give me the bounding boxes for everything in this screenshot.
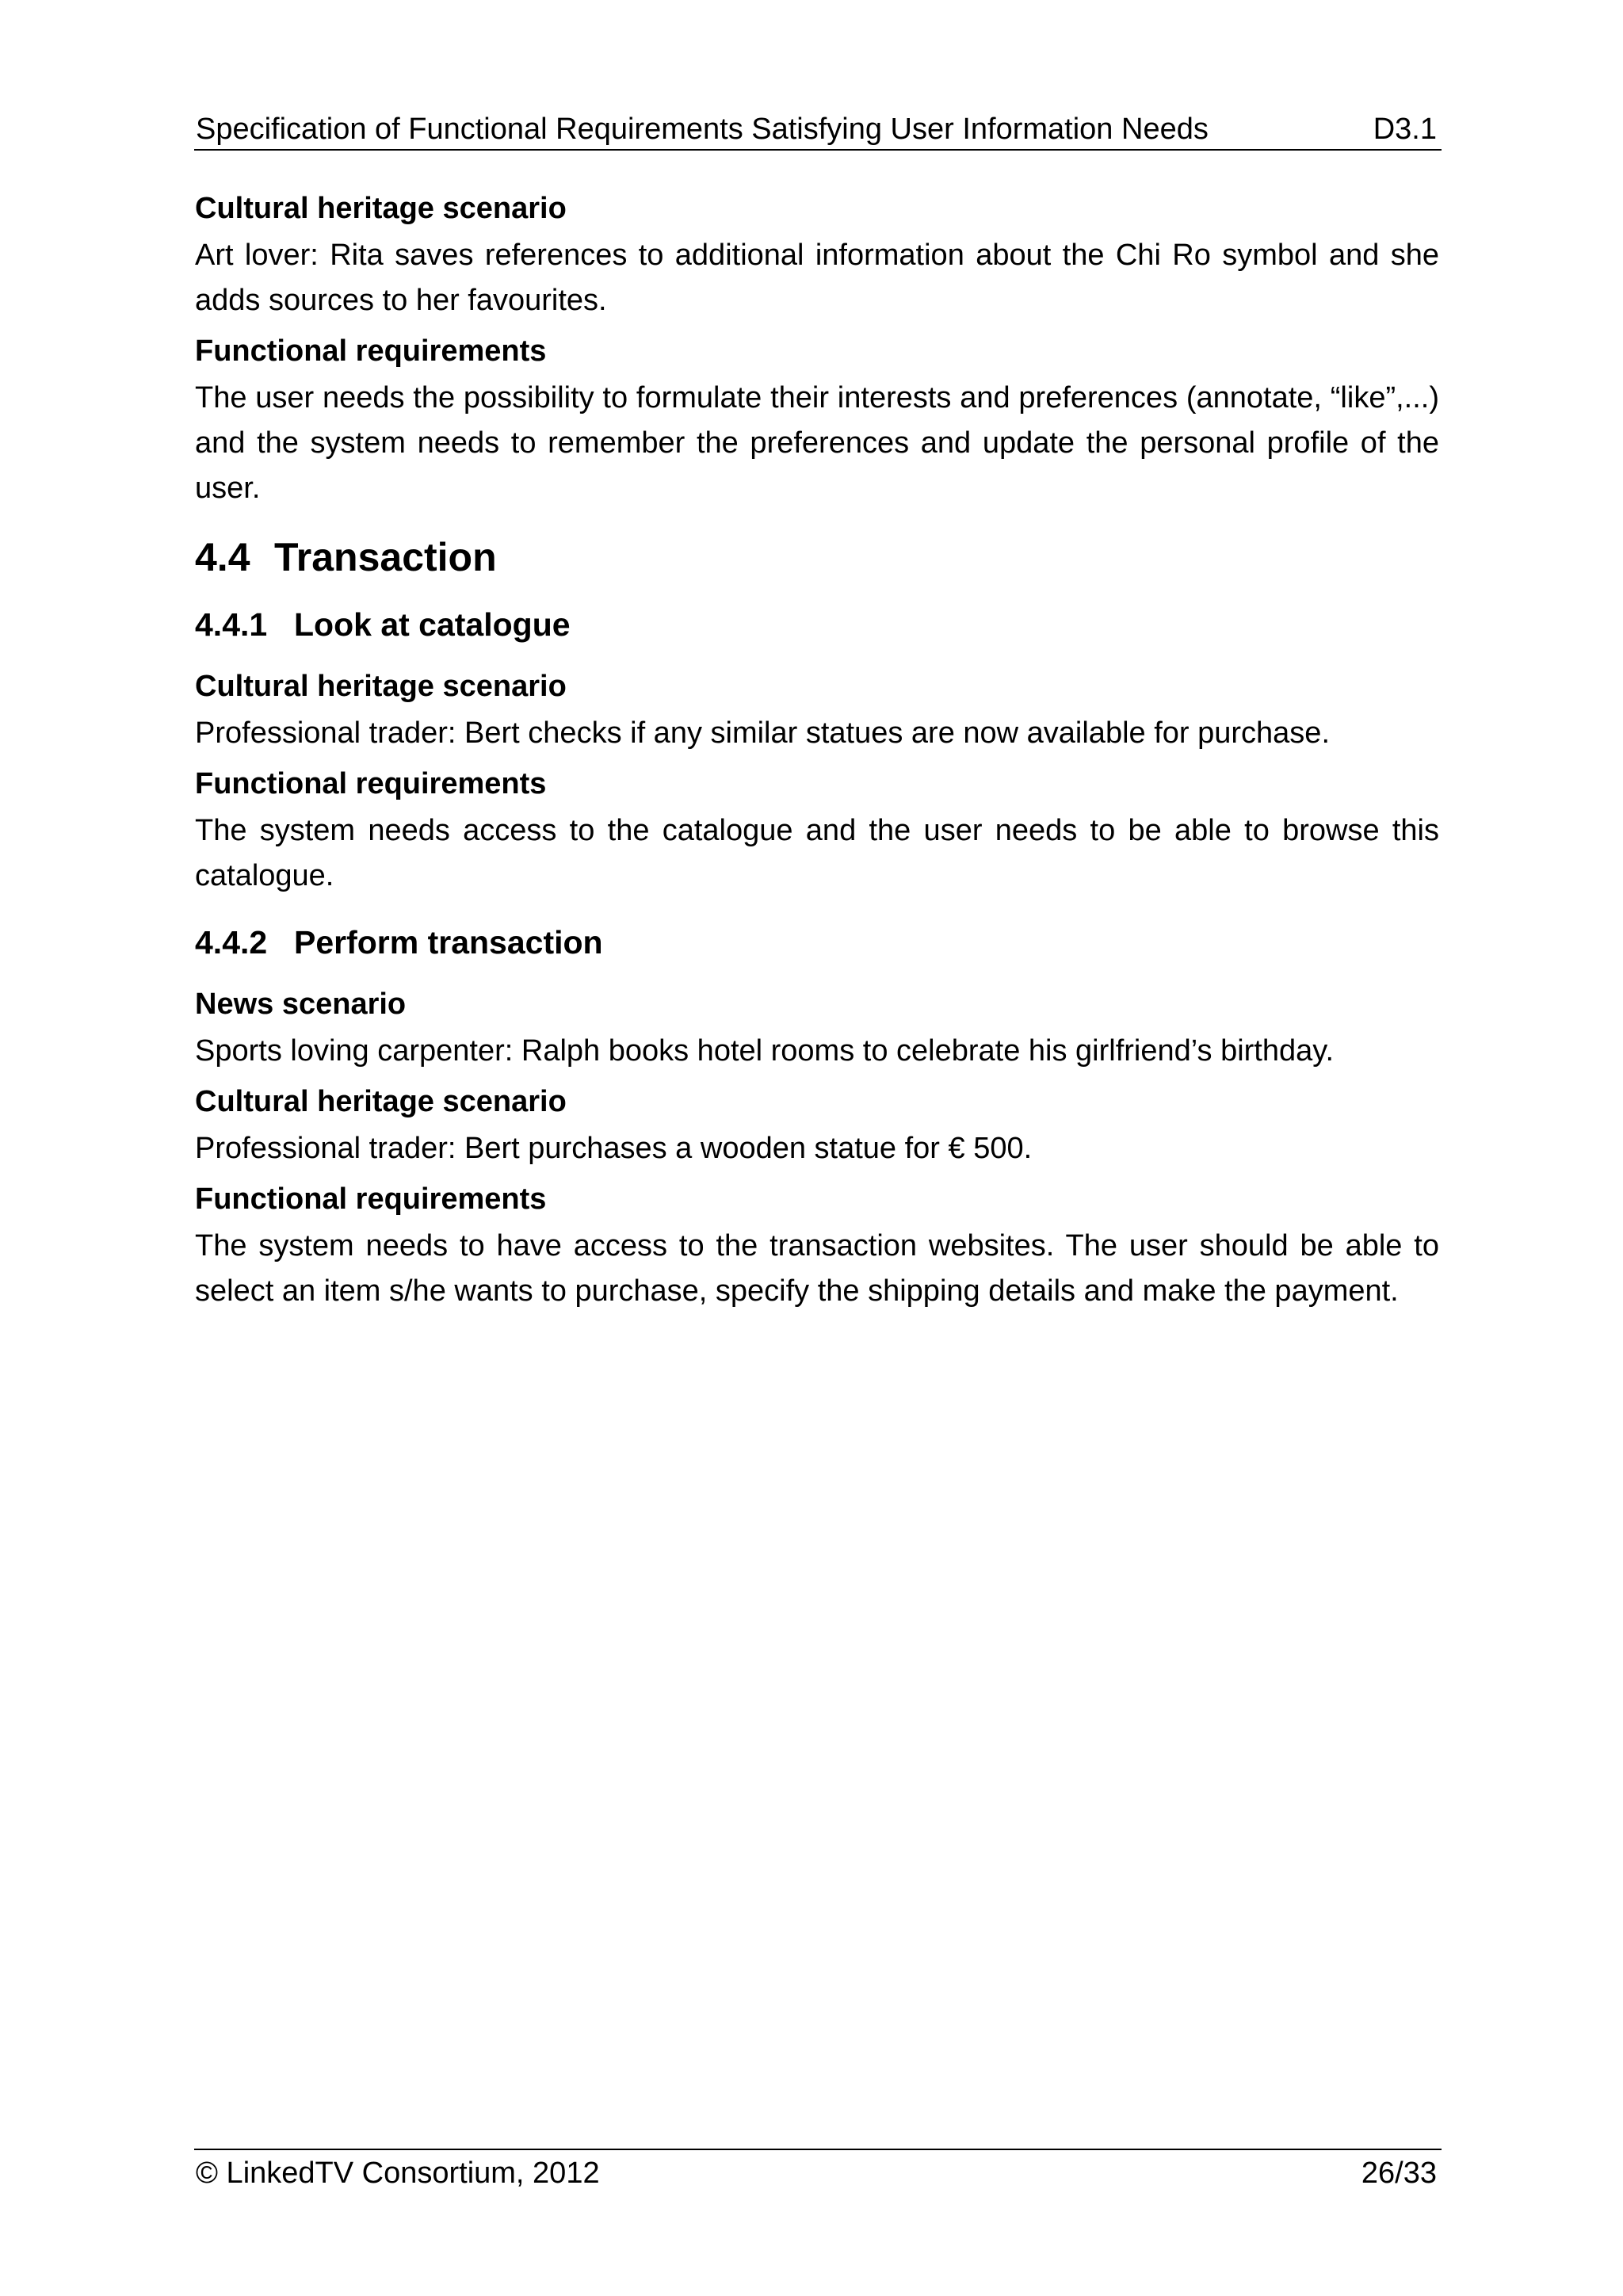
sub2-requirements-text: The system needs to have access to the transaction websites. The user should be able to select an item s/he wants to purchase, specify the shipping details and make the payment. <box>195 1229 1439 1308</box>
subsection-2-title: Perform transaction <box>294 924 603 961</box>
sub2-scenario-heading: Cultural heritage scenario <box>195 1085 567 1118</box>
intro-scenario-heading: Cultural heritage scenario <box>195 192 567 225</box>
sub2-news-heading: News scenario <box>195 988 407 1021</box>
sub1-requirements-text: The system needs access to the catalogue and the user needs to be able to browse this catalogue. <box>195 814 1439 892</box>
sub1-requirements-heading: Functional requirements <box>195 767 547 800</box>
copyright-notice: © LinkedTV Consortium, 2012 <box>196 2157 600 2190</box>
intro-requirements-text: The user needs the possibility to formulate their interests and preferences (annotate, “like”,...) and the system needs to remember the preferences and update the personal profile of the user. <box>195 381 1439 505</box>
sub2-scenario-text: Professional trader: Bert purchases a wooden statue for € 500. <box>195 1132 1033 1165</box>
section-number: 4.4 <box>195 535 250 579</box>
page-footer <box>194 2149 1442 2198</box>
document-id: D3.1 <box>1373 113 1437 146</box>
intro-requirements-heading: Functional requirements <box>195 334 547 368</box>
page-number: 26/33 <box>1361 2157 1437 2190</box>
section-heading <box>195 533 1439 581</box>
sub1-scenario-text: Professional trader: Bert checks if any similar statues are now available for purchase. <box>195 716 1330 750</box>
subsection-2-heading <box>195 923 1439 962</box>
document-title: Specification of Functional Requirements Satisfying User Information Needs <box>196 113 1209 146</box>
intro-scenario-text: Art lover: Rita saves references to additional information about the Chi Ro symbol and she adds sources to her favourites. <box>195 239 1439 317</box>
subsection-1-heading <box>195 605 1439 644</box>
page-content <box>195 190 1439 1324</box>
section-title: Transaction <box>274 535 497 579</box>
subsection-2-number: 4.4.2 <box>195 924 268 961</box>
sub1-scenario-heading: Cultural heritage scenario <box>195 670 567 703</box>
subsection-1-number: 4.4.1 <box>195 606 268 643</box>
subsection-1-title: Look at catalogue <box>294 606 571 643</box>
sub2-news-text: Sports loving carpenter: Ralph books hotel rooms to celebrate his girlfriend’s birthday. <box>195 1034 1335 1068</box>
sub2-requirements-heading: Functional requirements <box>195 1182 547 1216</box>
page-header <box>194 111 1442 151</box>
